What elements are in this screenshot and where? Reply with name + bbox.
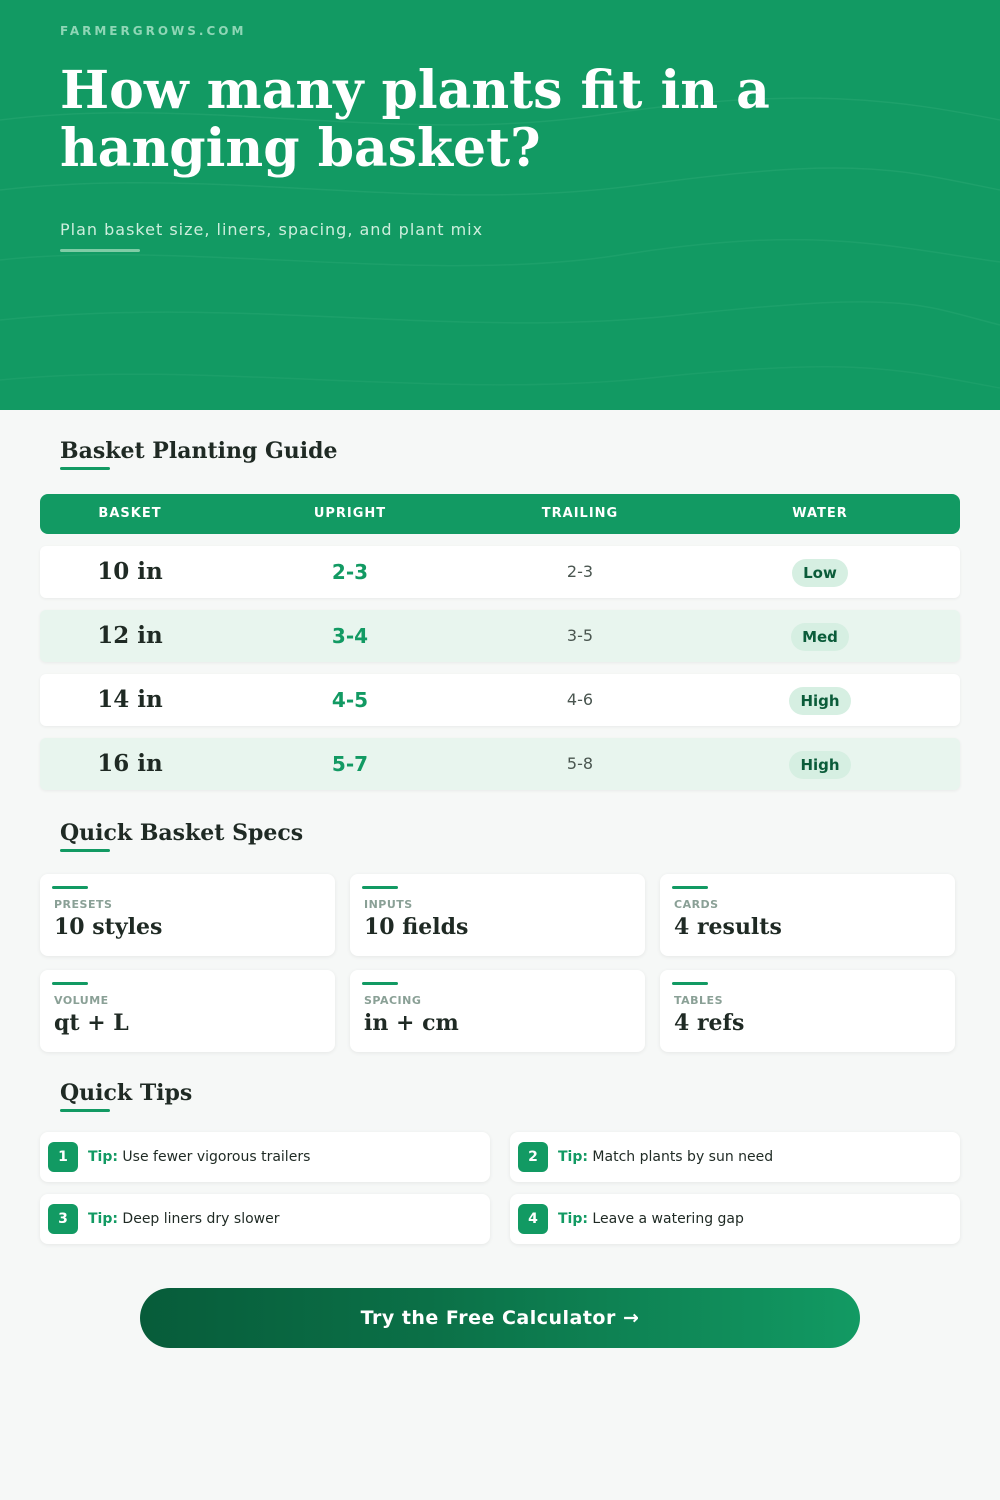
cell-basket-size: 16 in [97,750,163,777]
tip-number-badge: 4 [518,1204,548,1234]
cell-upright-count: 4-5 [331,688,369,712]
tip-label: Tip: [558,1149,588,1165]
water-badge: Med [791,623,849,651]
tip-label: Tip: [558,1211,588,1227]
tips-section-underline [60,1109,110,1112]
guide-table-header [40,494,960,534]
tip-number-badge: 1 [48,1142,78,1172]
spec-card-label: SPACING [364,994,422,1007]
cell-water [720,674,920,726]
tip-number-badge: 3 [48,1204,78,1234]
water-badge: High [789,751,850,779]
spec-card-label: TABLES [674,994,723,1007]
cell-trailing-count: 4-6 [566,690,594,709]
tip-body: Deep liners dry slower [122,1211,280,1227]
cell-basket-size: 12 in [97,622,163,649]
spec-card-accent [362,886,398,889]
water-badge: High [789,687,850,715]
tip-label: Tip: [88,1211,118,1227]
hero-banner [0,0,1000,410]
cell-upright-count: 3-4 [331,624,369,648]
spec-card [40,970,335,1052]
spec-card-value: 10 fields [364,914,469,940]
cell-trailing-count: 5-8 [566,754,594,773]
tip-body: Match plants by sun need [592,1149,774,1165]
spec-card-value: 4 refs [674,1010,745,1036]
table-row [40,674,960,726]
tip-card [40,1132,490,1182]
cell-upright-count: 5-7 [331,752,369,776]
tip-number-badge: 2 [518,1142,548,1172]
spec-card-accent [52,886,88,889]
tip-label: Tip: [88,1149,118,1165]
tip-text [88,1194,279,1244]
column-header-trailing: TRAILING [541,506,619,521]
page-title: How many plants fit in a hanging basket? [60,60,770,179]
spec-card [40,874,335,956]
calculator-cta-button[interactable]: Try the Free Calculator → [140,1288,860,1348]
guide-section-title: Basket Planting Guide [60,438,338,464]
tip-body: Leave a watering gap [592,1211,744,1227]
specs-section-title: Quick Basket Specs [60,820,304,846]
tip-card [510,1194,960,1244]
spec-card-value: qt + L [54,1010,129,1036]
cell-upright-count: 2-3 [331,560,369,584]
spec-card [350,874,645,956]
cell-trailing-count: 3-5 [566,626,594,645]
column-header-basket: BASKET [98,506,162,521]
tip-body: Use fewer vigorous trailers [122,1149,311,1165]
spec-card [660,874,955,956]
tip-text [558,1194,744,1244]
spec-card-accent [672,982,708,985]
cell-water [720,738,920,790]
tip-card [510,1132,960,1182]
spec-card-accent [362,982,398,985]
spec-card-value: 4 results [674,914,782,940]
cell-trailing-count: 2-3 [566,562,594,581]
tips-section-title: Quick Tips [60,1080,193,1106]
column-header-water: WATER [792,506,848,521]
table-row [40,546,960,598]
tip-card [40,1194,490,1244]
cell-water [720,546,920,598]
specs-section-underline [60,849,110,852]
site-name: FARMERGROWS.COM [60,24,247,38]
subtitle-underline [60,249,140,252]
spec-card-value: 10 styles [54,914,163,940]
spec-card [660,970,955,1052]
guide-section-underline [60,467,110,470]
spec-card-accent [52,982,88,985]
page-subtitle: Plan basket size, liners, spacing, and plant mix [60,220,484,239]
spec-card [350,970,645,1052]
table-row [40,738,960,790]
spec-card-accent [672,886,708,889]
cell-basket-size: 14 in [97,686,163,713]
cell-basket-size: 10 in [97,558,163,585]
table-row [40,610,960,662]
spec-card-label: VOLUME [54,994,109,1007]
water-badge: Low [792,559,848,587]
spec-card-label: INPUTS [364,898,413,911]
tip-text [558,1132,773,1182]
tip-text [88,1132,310,1182]
column-header-upright: UPRIGHT [313,506,387,521]
cell-water [720,610,920,662]
spec-card-label: CARDS [674,898,719,911]
spec-card-label: PRESETS [54,898,113,911]
spec-card-value: in + cm [364,1010,459,1036]
